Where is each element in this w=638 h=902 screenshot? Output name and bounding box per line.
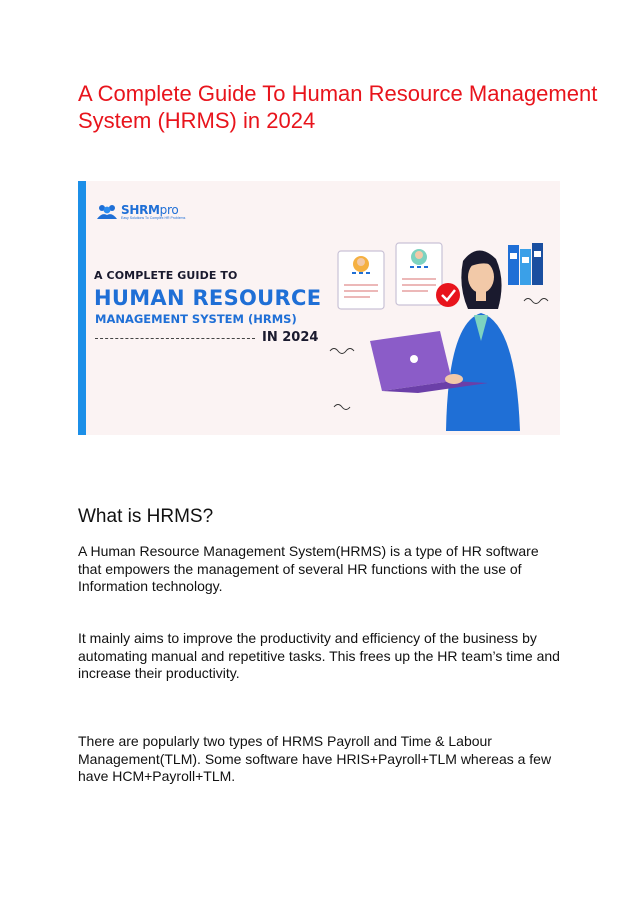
resume-card-1 [338,251,384,309]
banner-heading-line3: MANAGEMENT SYSTEM (HRMS) [95,312,297,326]
hr-woman-laptop-illustration [328,231,560,431]
paragraph: A Human Resource Management System(HRMS) is a type of HR software that empowers the management of several HR functions with the use of Information technology. [78,543,539,594]
paragraph: It mainly aims to improve the productivity and efficiency of the business by automating manual and repetitive tasks. This frees up the HR team’s time and increase their productivity. [78,630,560,681]
banner-accent-bar [78,181,86,435]
binder-folders [508,243,543,285]
shrmpro-logo [96,201,185,223]
resume-card-2 [396,243,442,305]
banner-year: IN 2024 [262,330,319,345]
people-group-icon [96,201,118,223]
document-title: A Complete Guide To Human Resource Management System (HRMS) in 2024 [78,81,598,133]
banner-heading-line2: HUMAN RESOURCE [94,286,322,310]
paragraph: There are popularly two types of HRMS Payroll and Time & Labour Management(TLM). Some software have HRIS+Payroll+TLM whereas a few have HCM+Payroll+TLM. [78,733,552,784]
hero-banner-image [78,181,560,435]
logo-tagline: Easy Solutions To Complex HR Problems [121,215,186,220]
banner-dashed-divider [95,338,255,339]
section-heading: What is HRMS? [78,506,214,527]
logo-wordmark: SHRMpro [121,202,179,217]
banner-heading-line1: A COMPLETE GUIDE TO [94,269,238,282]
